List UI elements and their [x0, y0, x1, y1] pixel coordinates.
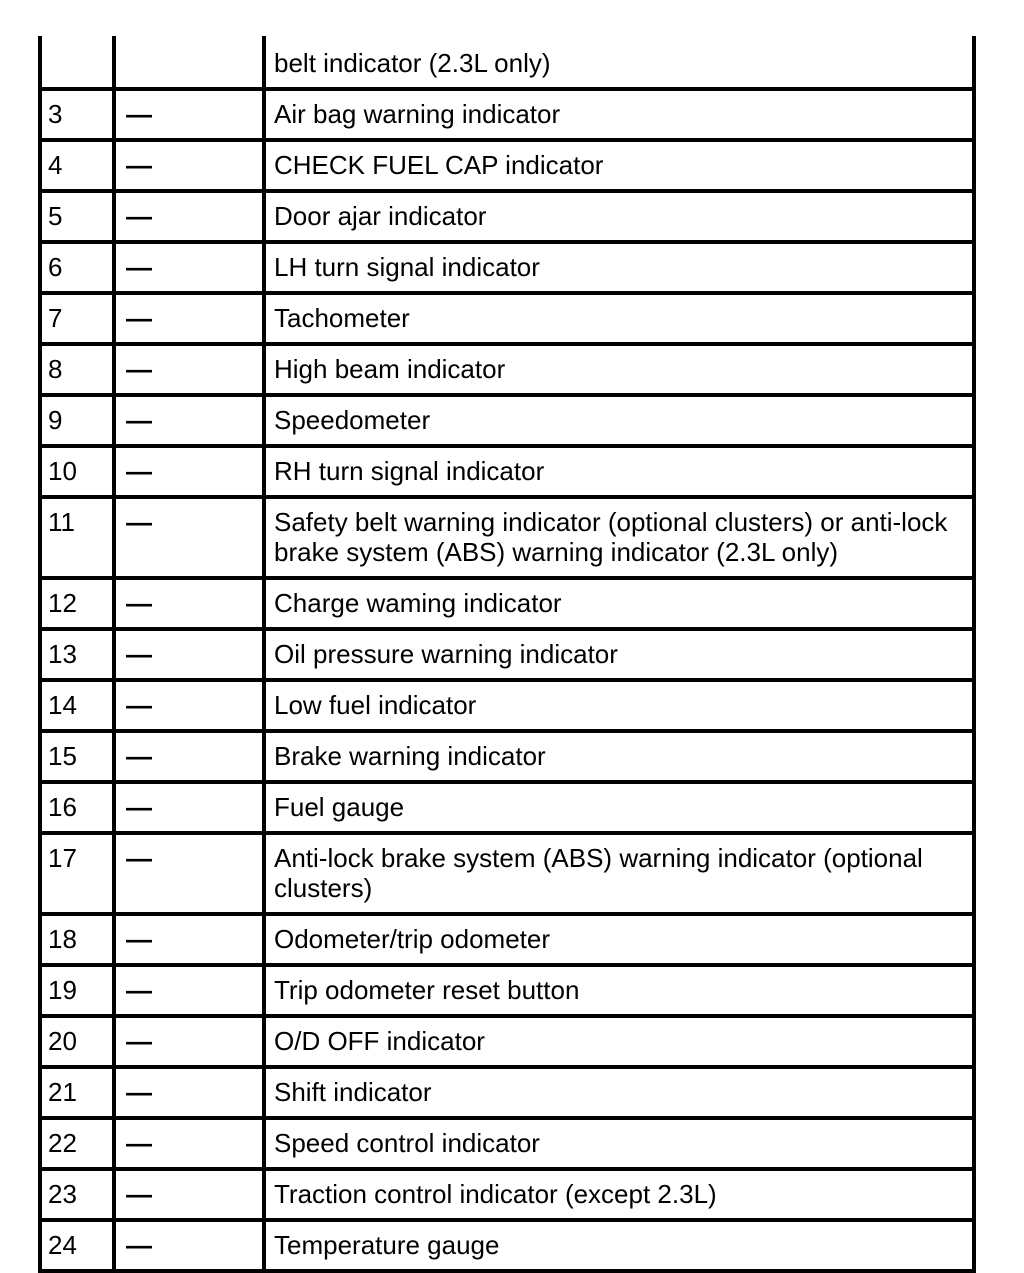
wire-cell: — — [114, 89, 264, 140]
item-number-cell: 13 — [40, 629, 114, 680]
table-row — [40, 242, 974, 293]
item-number-cell: 21 — [40, 1067, 114, 1118]
wire-cell: — — [114, 497, 264, 578]
wire-cell: — — [114, 578, 264, 629]
table-row — [40, 578, 974, 629]
wire-cell — [114, 36, 264, 89]
item-number-cell: 6 — [40, 242, 114, 293]
item-number-cell: 8 — [40, 344, 114, 395]
table-row — [40, 833, 974, 914]
table-row — [40, 782, 974, 833]
table-row — [40, 293, 974, 344]
description-cell: High beam indicator — [264, 344, 974, 395]
item-number-cell: 22 — [40, 1118, 114, 1169]
wire-cell: — — [114, 1169, 264, 1220]
description-cell: belt indicator (2.3L only) — [264, 36, 974, 89]
table-row — [40, 1118, 974, 1169]
table-row — [40, 191, 974, 242]
description-cell: Trip odometer reset button — [264, 965, 974, 1016]
description-cell: Odometer/trip odometer — [264, 914, 974, 965]
description-cell: Speed control indicator — [264, 1118, 974, 1169]
component-legend-table — [38, 36, 976, 1273]
description-cell: O/D OFF indicator — [264, 1016, 974, 1067]
description-cell: RH turn signal indicator — [264, 446, 974, 497]
description-cell: Temperature gauge — [264, 1220, 974, 1271]
wire-cell: — — [114, 782, 264, 833]
wire-cell: — — [114, 731, 264, 782]
description-cell: Fuel gauge — [264, 782, 974, 833]
item-number-cell: 20 — [40, 1016, 114, 1067]
table-row — [40, 140, 974, 191]
description-cell: Safety belt warning indicator (optional clusters) or anti-lock brake system (ABS) warning indicator (2.3L only) — [264, 497, 974, 578]
table-row — [40, 497, 974, 578]
description-cell: Traction control indicator (except 2.3L) — [264, 1169, 974, 1220]
wire-cell: — — [114, 140, 264, 191]
wire-cell: — — [114, 242, 264, 293]
wire-cell: — — [114, 1220, 264, 1271]
description-cell: Low fuel indicator — [264, 680, 974, 731]
wire-cell: — — [114, 191, 264, 242]
table-row — [40, 914, 974, 965]
item-number-cell: 23 — [40, 1169, 114, 1220]
table-row — [40, 731, 974, 782]
item-number-cell: 19 — [40, 965, 114, 1016]
item-number-cell: 18 — [40, 914, 114, 965]
item-number-cell: 3 — [40, 89, 114, 140]
wire-cell: — — [114, 914, 264, 965]
legend-table-body — [40, 36, 974, 1271]
item-number-cell: 24 — [40, 1220, 114, 1271]
description-cell: Charge waming indicator — [264, 578, 974, 629]
item-number-cell: 11 — [40, 497, 114, 578]
wire-cell: — — [114, 965, 264, 1016]
wire-cell: — — [114, 629, 264, 680]
description-cell: Brake warning indicator — [264, 731, 974, 782]
item-number-cell — [40, 36, 114, 89]
wire-cell: — — [114, 293, 264, 344]
wire-cell: — — [114, 395, 264, 446]
table-row — [40, 395, 974, 446]
table-row — [40, 680, 974, 731]
item-number-cell: 12 — [40, 578, 114, 629]
table-row — [40, 1220, 974, 1271]
item-number-cell: 9 — [40, 395, 114, 446]
table-row — [40, 446, 974, 497]
table-row — [40, 629, 974, 680]
description-cell: Tachometer — [264, 293, 974, 344]
description-cell: Door ajar indicator — [264, 191, 974, 242]
table-row — [40, 965, 974, 1016]
description-cell: CHECK FUEL CAP indicator — [264, 140, 974, 191]
item-number-cell: 16 — [40, 782, 114, 833]
table-row — [40, 344, 974, 395]
description-cell: Shift indicator — [264, 1067, 974, 1118]
item-number-cell: 5 — [40, 191, 114, 242]
wire-cell: — — [114, 833, 264, 914]
item-number-cell: 15 — [40, 731, 114, 782]
description-cell: Speedometer — [264, 395, 974, 446]
wire-cell: — — [114, 1118, 264, 1169]
item-number-cell: 4 — [40, 140, 114, 191]
wire-cell: — — [114, 446, 264, 497]
table-row — [40, 1169, 974, 1220]
table-row — [40, 1067, 974, 1118]
description-cell: Oil pressure warning indicator — [264, 629, 974, 680]
item-number-cell: 17 — [40, 833, 114, 914]
description-cell: Anti-lock brake system (ABS) warning indicator (optional clusters) — [264, 833, 974, 914]
table-row — [40, 89, 974, 140]
table-row-continuation — [40, 36, 974, 89]
wire-cell: — — [114, 344, 264, 395]
table-row — [40, 1016, 974, 1067]
wire-cell: — — [114, 1016, 264, 1067]
wire-cell: — — [114, 680, 264, 731]
item-number-cell: 14 — [40, 680, 114, 731]
description-cell: LH turn signal indicator — [264, 242, 974, 293]
item-number-cell: 10 — [40, 446, 114, 497]
item-number-cell: 7 — [40, 293, 114, 344]
description-cell: Air bag warning indicator — [264, 89, 974, 140]
wire-cell: — — [114, 1067, 264, 1118]
